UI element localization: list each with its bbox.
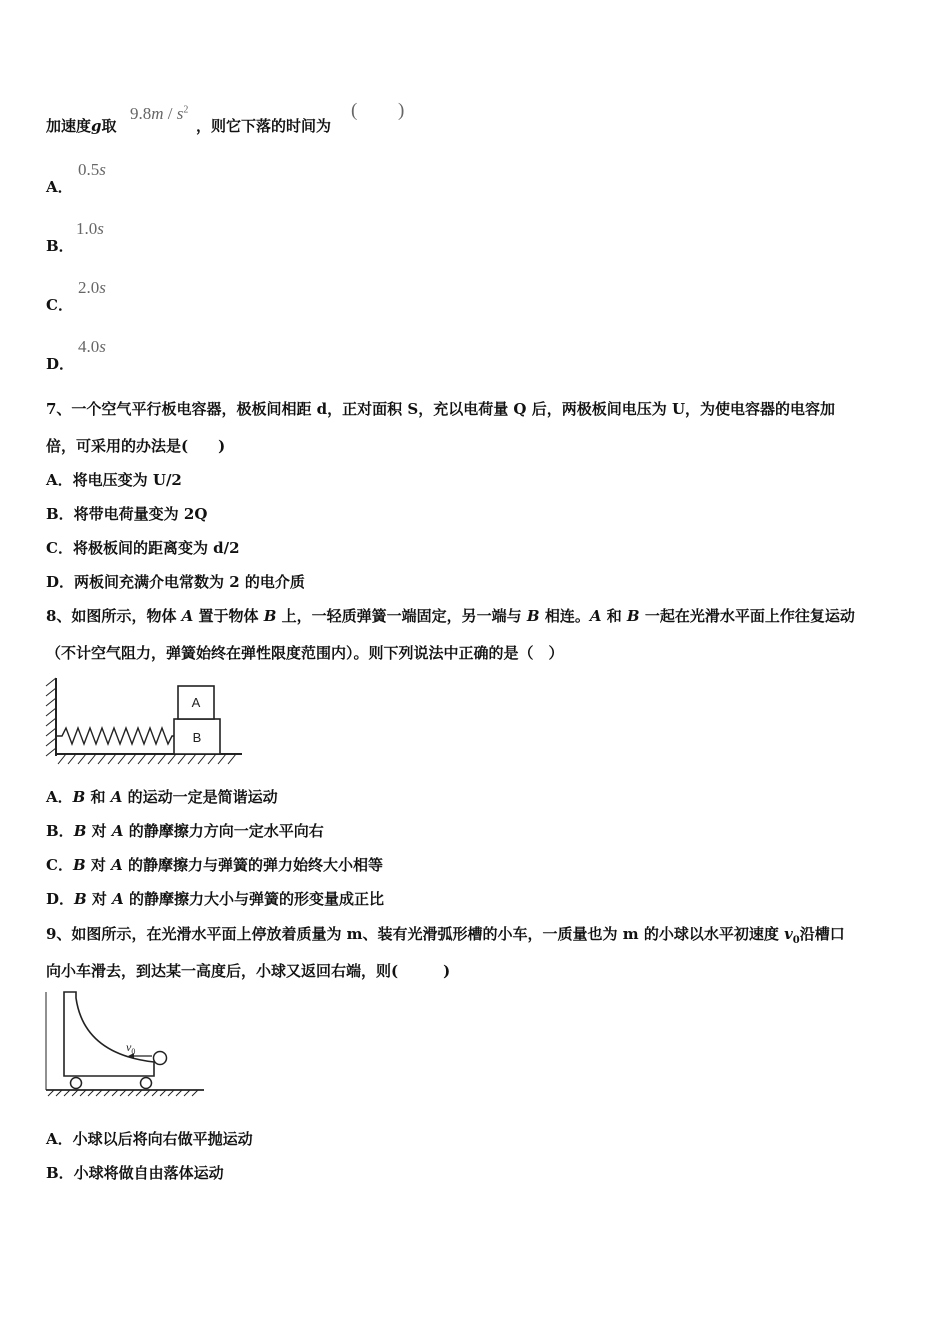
q8-option-c xyxy=(46,855,383,875)
q8-stem-var: A xyxy=(589,607,602,625)
cart-wheel-left xyxy=(71,1078,82,1089)
q6-option-d-label: D． xyxy=(46,355,75,373)
floor-hatch xyxy=(58,754,236,764)
q8-spring-block-figure xyxy=(44,676,244,768)
floor-hatch xyxy=(48,1090,198,1096)
q8-option-var: A xyxy=(111,856,123,874)
q8-stem-text: 8、如图所示，物体 xyxy=(46,607,182,625)
q8-stem-line-1 xyxy=(46,606,855,626)
q6-stem-tail xyxy=(196,116,331,136)
q6-option-d-value xyxy=(78,337,106,357)
q8-option-label: B． xyxy=(46,822,74,840)
q8-stem-text: 一起在光滑水平面上作往复运动 xyxy=(639,607,855,625)
q8-stem-text: 上，一轻质弹簧一端固定，另一端与 xyxy=(276,607,527,625)
q8-option-text: 对 xyxy=(86,822,112,840)
q8-option-text: 的静摩擦力方向一定水平向右 xyxy=(123,822,324,840)
q6-stem-text-3: ，则它下落的时间为 xyxy=(196,117,332,135)
q6-option-b-label: B． xyxy=(46,237,74,255)
q8-option-var: A xyxy=(110,788,123,806)
q9-stem-line-1 xyxy=(46,924,845,951)
q6-option-b-value xyxy=(76,219,104,239)
q8-option-text: 的静摩擦力与弹簧的弹力始终大小相等 xyxy=(122,856,383,874)
q8-option-text: 对 xyxy=(85,856,112,874)
q6-g-value: 9.8 xyxy=(130,104,152,123)
q7-option-c: C．将极板间的距离变为 d/2 xyxy=(46,539,240,557)
velocity-label xyxy=(126,1040,135,1056)
q8-option-d xyxy=(46,889,384,909)
q6-option-a-label: A． xyxy=(46,178,73,196)
q6-g-unit-exp: 2 xyxy=(183,104,189,116)
q8-option-text: 和 xyxy=(85,788,111,806)
q6-option-b-number: 1.0 xyxy=(76,219,98,238)
q6-option-c-unit: s xyxy=(99,278,106,297)
block-b-label: B xyxy=(192,730,202,745)
q8-stem-var: B xyxy=(626,607,640,625)
cart-body xyxy=(64,992,154,1076)
q8-stem-text: 置于物体 xyxy=(193,607,264,625)
q6-option-a-value xyxy=(78,160,106,180)
q6-paren-open: ( xyxy=(351,100,358,121)
q9-stem-v-sub: 0 xyxy=(792,935,800,946)
q8-stem-var: A xyxy=(181,607,194,625)
q9-option-b: B．小球将做自由落体运动 xyxy=(46,1164,224,1182)
q8-option-var: B xyxy=(72,788,86,806)
q9-stem-line-2: 向小车滑去，到达某一高度后，小球又返回右端，则( ) xyxy=(46,962,451,980)
q9-stem-v: v xyxy=(784,925,793,943)
q9-cart-figure xyxy=(44,988,209,1098)
q9-option-a: A．小球以后将向右做平抛运动 xyxy=(46,1130,253,1148)
q6-g-unit-sep: / xyxy=(163,104,177,123)
q8-stem-line-2: （不计空气阻力，弹簧始终在弹性限度范围内）。则下列说法中正确的是（ ） xyxy=(46,644,564,662)
q7-option-a: A．将电压变为 U/2 xyxy=(46,471,182,489)
q8-option-label: D． xyxy=(46,890,75,908)
q6-option-a-unit: s xyxy=(99,160,106,179)
q8-stem-text: 和 xyxy=(601,607,627,625)
q6-option-c-label: C． xyxy=(46,296,73,314)
q8-stem-var: B xyxy=(263,607,277,625)
q6-stem-text-1: 加速度 xyxy=(46,117,92,135)
wall-hatch xyxy=(46,678,56,756)
q8-option-label: A． xyxy=(46,788,73,806)
q6-option-b-unit: s xyxy=(97,219,104,238)
q8-option-a xyxy=(46,787,278,807)
q8-stem-text: 相连。 xyxy=(539,607,590,625)
q6-g-unit-s: s xyxy=(176,104,184,123)
block-a-label: A xyxy=(191,695,201,710)
q9-stem-text: 9、如图所示，在光滑水平面上停放着质量为 m、装有光滑弧形槽的小车，一质量也为 m 的小球以水平初速度 xyxy=(46,925,785,943)
velocity-label-sub: 0 xyxy=(131,1047,136,1056)
q6-option-c-value xyxy=(78,278,106,298)
q7-stem-line-1: 7、一个空气平行板电容器，极板间相距 d，正对面积 S，充以电荷量 Q 后，两极板间电压为 U，为使电容器的电容加 xyxy=(46,400,836,418)
q6-g-value-formula xyxy=(130,104,188,124)
q6-stem xyxy=(46,116,117,136)
velocity-label-v: v xyxy=(126,1040,132,1054)
q9-stem-text: 沿槽口 xyxy=(799,925,845,943)
q7-option-d: D．两板间充满介电常数为 2 的电介质 xyxy=(46,573,305,591)
q8-option-text: 的运动一定是简谐运动 xyxy=(122,788,278,806)
q8-option-label: C． xyxy=(46,856,73,874)
q8-option-b xyxy=(46,821,324,841)
q8-option-var: A xyxy=(112,890,124,908)
spring xyxy=(56,728,174,744)
q6-stem-g: g xyxy=(91,117,102,135)
q8-option-var: B xyxy=(72,856,86,874)
q6-stem-text-2: 取 xyxy=(101,117,117,135)
q7-option-b: B．将带电荷量变为 2Q xyxy=(46,505,208,523)
q8-stem-var: B xyxy=(526,607,540,625)
q8-option-text: 对 xyxy=(86,890,113,908)
q6-paren-close: ) xyxy=(398,100,405,121)
q6-option-c-number: 2.0 xyxy=(78,278,100,297)
q6-option-a-number: 0.5 xyxy=(78,160,100,179)
ball xyxy=(154,1052,167,1065)
q8-option-text: 的静摩擦力大小与弹簧的形变量成正比 xyxy=(123,890,385,908)
q6-option-d-unit: s xyxy=(99,337,106,356)
q8-option-var: A xyxy=(111,822,124,840)
q8-option-var: B xyxy=(73,822,87,840)
q6-option-d-number: 4.0 xyxy=(78,337,100,356)
q7-stem-line-2: 倍，可采用的办法是( ) xyxy=(46,437,226,455)
cart-wheel-right xyxy=(141,1078,152,1089)
q8-option-var: B xyxy=(74,890,87,908)
q6-g-unit-m: m xyxy=(151,104,164,123)
